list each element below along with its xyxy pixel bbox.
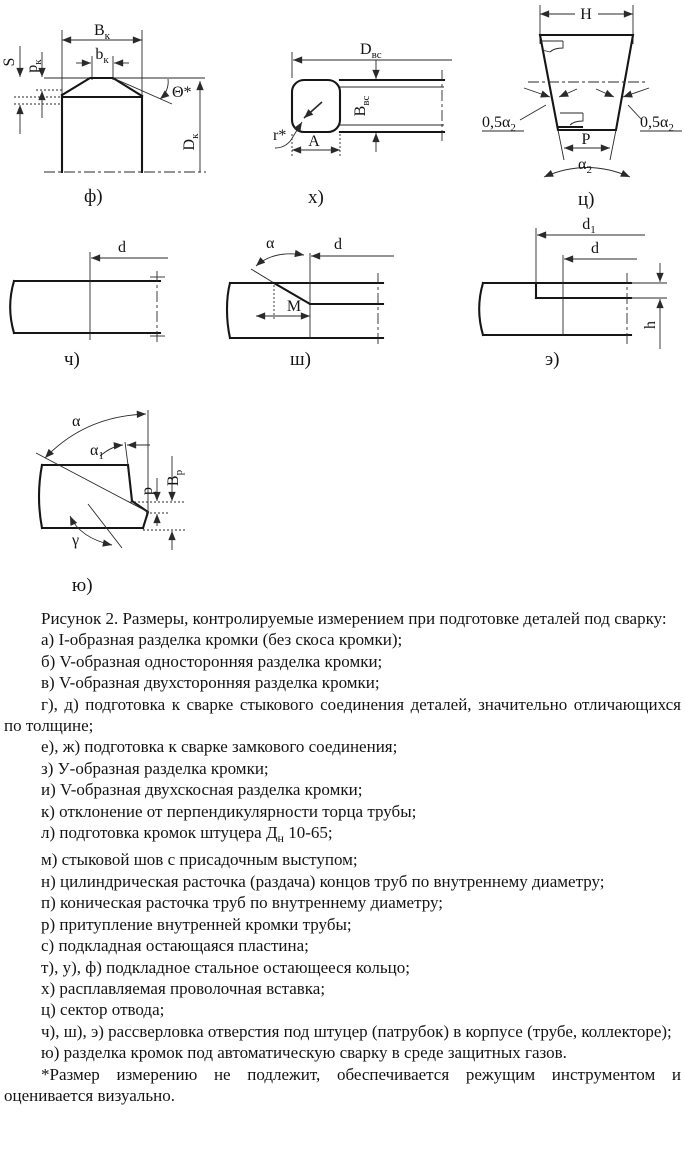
caption-item-s: с) подкладная остающаяся пластина;	[41, 936, 309, 956]
caption-item-m: м) стыковой шов с присадочным выступом;	[41, 850, 358, 870]
dim-label-Bp: $B_р$	[165, 469, 185, 487]
caption-item-yu: ю) разделка кромок под автоматическую сварку в среде защитных газов.	[41, 1043, 567, 1063]
dim-label-d: d	[591, 240, 599, 257]
figure-caption-title: Рисунок 2. Размеры, контролируемые измерением при подготовке деталей под сварку:	[41, 609, 667, 628]
caption-item-ts: ц) сектор отвода;	[41, 1000, 165, 1020]
dim-label-alpha: α	[266, 235, 275, 252]
caption-item-t-u-f: т), у), ф) подкладное стальное остающееся кольцо;	[41, 957, 410, 977]
caption-item-z: з) У-образная разделка кромки;	[41, 758, 269, 778]
figure-kh-wire-insert	[272, 28, 467, 218]
dim-label-Dvs: $D_{вс}$	[360, 41, 382, 61]
dim-label-Dk: $D_к$	[181, 133, 201, 151]
caption-item-n: н) цилиндрическая расточка (раздача) концов труб по внутреннему диаметру;	[41, 871, 605, 891]
caption-item-k: к) отклонение от перпендикулярности торца трубы;	[41, 801, 417, 821]
dim-label-d: d	[118, 239, 126, 256]
dim-label-alpha1: $\alpha_1$	[90, 442, 104, 462]
figure-e-linework	[479, 228, 667, 349]
dim-label-bk: $b_к$	[95, 46, 109, 66]
figure-sh-countersunk-hole	[226, 228, 461, 376]
dim-label-h: h	[642, 321, 659, 329]
figure-label-kh: х)	[308, 187, 324, 208]
dim-label-theta: Θ*	[172, 84, 192, 101]
dim-label-P: P	[581, 131, 591, 148]
figure-label-f: ф)	[84, 186, 103, 207]
figure-ch-drilled-hole	[0, 228, 235, 376]
dim-label-d1: $d_1$	[582, 216, 596, 236]
caption-item-g-d: г), д) подготовка к сварке стыкового соединения деталей, значительно отличающихся по толщине;	[4, 694, 681, 736]
dim-label-alpha: α	[72, 413, 81, 430]
figure-2-caption	[0, 608, 685, 1106]
dim-label-S: S	[1, 57, 18, 67]
dim-label-alpha2: $\alpha_2$	[578, 156, 592, 176]
dim-label-d: d	[334, 236, 342, 253]
dim-label-pk: $p_к$	[24, 59, 44, 73]
figure-sh-linework	[227, 253, 394, 346]
caption-item-v: в) V-образная двухсторонняя разделка кромки;	[41, 673, 380, 693]
figure-ts-bend-sector	[480, 0, 685, 215]
caption-item-i: и) V-образная двухскосная разделка кромки;	[41, 780, 363, 800]
figure-yu-edge-prep	[0, 398, 245, 603]
caption-item-ch-sh-e: ч), ш), э) рассверловка отверстия под штуцер (патрубок) в корпусе (трубе, коллекторе);	[41, 1021, 672, 1041]
figure-f-backing-ring	[0, 0, 235, 215]
dim-label-half-alpha2-right: $0,5\alpha_2$	[640, 114, 674, 134]
figure-label-e: э)	[545, 349, 560, 370]
figure-f-linework	[14, 30, 206, 172]
caption-item-p: п) коническая расточка труб по внутреннему диаметру;	[41, 893, 443, 913]
dim-label-M: M	[286, 298, 302, 315]
dim-label-A: A	[308, 133, 320, 150]
figure-label-ch: ч)	[64, 349, 80, 370]
dim-label-Bk: $B_к$	[93, 22, 111, 42]
caption-item-kh: х) расплавляемая проволочная вставка;	[41, 978, 326, 998]
dim-label-Bvs: $B_{вс}$	[352, 95, 372, 117]
figure-e-counterbored-hole	[455, 213, 685, 375]
figure-yu-linework	[36, 410, 185, 550]
caption-item-b: б) V-образная односторонняя разделка кромки;	[41, 651, 383, 671]
caption-item-r: р) притупление внутренней кромки трубы;	[41, 914, 352, 934]
figure-label-ts: ц)	[578, 189, 595, 210]
caption-footnote: *Размер измерению не подлежит, обеспечивается режущим инструментом и оценивается визуально.	[4, 1064, 681, 1105]
caption-item-a: а) I-образная разделка кромки (без скоса кромки);	[41, 630, 403, 650]
caption-item-l: л) подготовка кромок штуцера $Д_н$ 10-65;	[41, 823, 333, 846]
dim-label-H: H	[580, 6, 592, 23]
caption-item-e-zh: е), ж) подготовка к сварке замкового соединения;	[41, 737, 398, 757]
figure-ch-linework	[10, 252, 168, 342]
dim-label-r: r*	[273, 127, 287, 144]
figure-ts-linework	[482, 5, 682, 177]
dim-label-p: p	[139, 487, 156, 495]
figure-label-yu: ю)	[72, 575, 93, 596]
dim-label-half-alpha2-left: $0,5\alpha_2$	[482, 114, 516, 134]
dim-label-gamma: γ	[72, 532, 80, 549]
figure-label-sh: ш)	[290, 349, 311, 370]
